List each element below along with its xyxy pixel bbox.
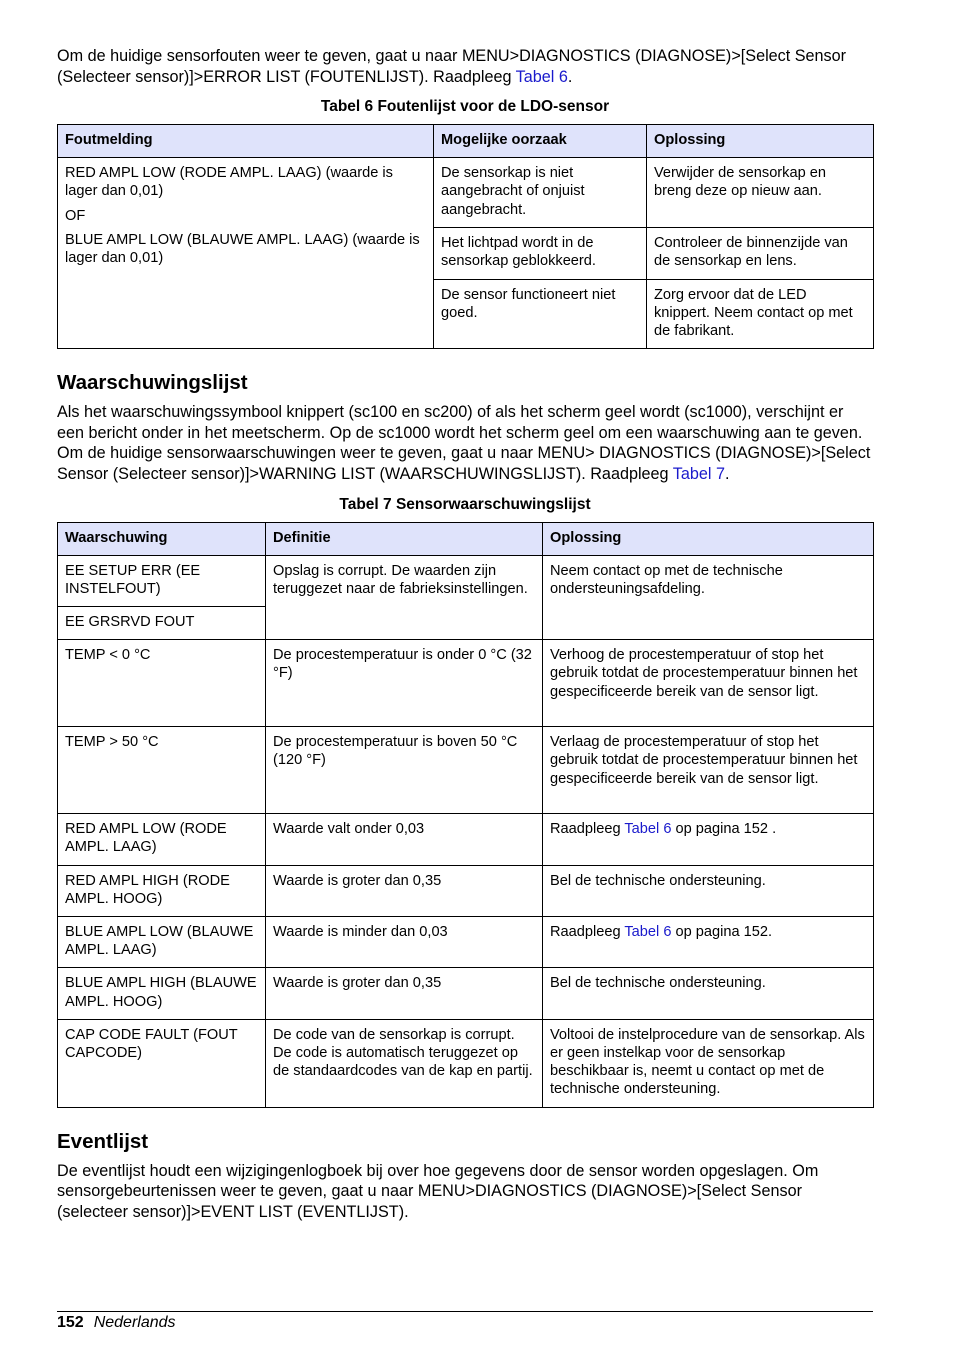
- solution-cell: Verhoog de procestemperatuur of stop het gebruik totdat de procestemperatuur binnen het gespecificeerde bereik van de sensor ligt.: [543, 640, 874, 727]
- link-tabel-7[interactable]: Tabel 7: [672, 464, 725, 483]
- solution-cell: Verwijder de sensorkap en breng deze op nieuw aan.: [647, 158, 874, 228]
- link-tabel-6[interactable]: Tabel 6: [624, 924, 672, 940]
- link-tabel-6[interactable]: Tabel 6: [624, 821, 672, 838]
- solution-cell: Controleer de binnenzijde van de sensorkap en lens.: [647, 228, 874, 279]
- table-7-warning-list: [57, 522, 874, 1108]
- page-footer: [57, 1311, 873, 1333]
- solution-cell: Zorg ervoor dat de LED knippert. Neem contact op met de fabrikant.: [647, 279, 874, 349]
- header-oplossing: Oplossing: [543, 522, 874, 555]
- header-oplossing: Oplossing: [647, 125, 874, 158]
- definition-cell: De code van de sensorkap is corrupt. De code is automatisch teruggezet op de standaardcodes van de kap en partij.: [266, 1019, 543, 1107]
- header-foutmelding: Foutmelding: [58, 125, 434, 158]
- definition-cell: Waarde valt onder 0,03: [266, 814, 543, 865]
- definition-cell: De procestemperatuur is onder 0 °C (32 °F): [266, 640, 543, 727]
- warning-cell: BLUE AMPL HIGH (BLAUWE AMPL. HOOG): [58, 968, 266, 1019]
- solution-cell: Neem contact op met de technische ondersteuningsafdeling.: [543, 555, 874, 640]
- table-row: [58, 727, 874, 814]
- cause-cell: De sensorkap is niet aangebracht of onjuist aangebracht.: [434, 158, 647, 228]
- table-row: [58, 814, 874, 865]
- table-row: [58, 1019, 874, 1107]
- warning-cell: RED AMPL LOW (RODE AMPL. LAAG): [58, 814, 266, 865]
- definition-cell: Waarde is groter dan 0,35: [266, 865, 543, 916]
- definition-cell: De procestemperatuur is boven 50 °C (120 °F): [266, 727, 543, 814]
- warning-cell: TEMP < 0 °C: [58, 640, 266, 727]
- definition-cell: Opslag is corrupt. De waarden zijn teruggezet naar de fabrieksinstellingen.: [266, 555, 543, 640]
- table-header-row: [58, 125, 874, 158]
- table-row: [58, 158, 874, 228]
- solution-cell: Raadpleeg Tabel 6 op pagina 152 .: [543, 814, 874, 865]
- warnings-paragraph: Als het waarschuwingssymbool knippert (sc100 en sc200) of als het scherm geel wordt (sc1000), verschijnt er een bericht onder in het meetscherm. Op de sc1000 wordt het scherm geel om een waarschuwing aan te geven. Om de huidige sensorwaarschuwingen weer te geven, gaat u naar MENU> DIAGNOSTICS (DIAGNOSE)>[Select Sensor (Selecteer sensor)]>WARNING LIST (WAARSCHUWINGSLIJST). Raadpleeg Tabel 7.: [57, 403, 871, 483]
- table-row: [58, 555, 874, 606]
- solution-cell: Bel de technische ondersteuning.: [543, 968, 874, 1019]
- warning-cell: TEMP > 50 °C: [58, 727, 266, 814]
- heading-waarschuwingslijst: Waarschuwingslijst: [57, 371, 248, 395]
- events-paragraph: De eventlijst houdt een wijzigingenlogboek bij over hoe gegevens door de sensor worden opgeslagen. Om sensorgebeurtenissen weer te geven, gaat u naar MENU>DIAGNOSTICS (DIAGNOSE)>[Select Sensor (selecteer sensor)]>EVENT LIST (EVENTLIJST).: [57, 1161, 819, 1221]
- footer-language: Nederlands: [93, 1314, 176, 1331]
- solution-cell: Raadpleeg Tabel 6 op pagina 152.: [543, 917, 874, 968]
- intro-paragraph: Om de huidige sensorfouten weer te geven, gaat u naar MENU>DIAGNOSTICS (DIAGNOSE)>[Select Sensor (Selecteer sensor)]>ERROR LIST (FOUTENLIJST). Raadpleeg Tabel 6.: [57, 47, 847, 86]
- warning-cell: CAP CODE FAULT (FOUT CAPCODE): [58, 1019, 266, 1107]
- cause-cell: De sensor functioneert niet goed.: [434, 279, 647, 349]
- solution-cell: Bel de technische ondersteuning.: [543, 865, 874, 916]
- link-tabel-6[interactable]: Tabel 6: [515, 67, 568, 86]
- error-message-cell: RED AMPL LOW (RODE AMPL. LAAG) (waarde is lager dan 0,01) OF BLUE AMPL LOW (BLAUWE AMPL. LAAG) (waarde is lager dan 0,01): [58, 158, 434, 349]
- table-6-error-list: [57, 124, 874, 349]
- table7-caption: Tabel 7 Sensorwaarschuwingslijst: [339, 495, 591, 513]
- table-row: [58, 640, 874, 727]
- header-waarschuwing: Waarschuwing: [58, 522, 266, 555]
- warning-cell: RED AMPL HIGH (RODE AMPL. HOOG): [58, 865, 266, 916]
- header-mogelijke-oorzaak: Mogelijke oorzaak: [434, 125, 647, 158]
- table6-caption: Tabel 6 Foutenlijst voor de LDO-sensor: [320, 98, 610, 116]
- header-definitie: Definitie: [266, 522, 543, 555]
- intro-text: Om de huidige sensorfouten weer te geven, gaat u naar MENU>DIAGNOSTICS (DIAGNOSE)>[Select Sensor (Selecteer sensor)]>ERROR LIST (FOUTENLIJST). Raadpleeg: [57, 47, 847, 86]
- page-content: [57, 46, 873, 1222]
- cause-cell: Het lichtpad wordt in de sensorkap geblokkeerd.: [434, 228, 647, 279]
- table-row: [58, 968, 874, 1019]
- solution-cell: Voltooi de instelprocedure van de sensorkap. Als er geen instelkap voor de sensorkap beschikbaar is, neemt u contact op met de technische ondersteuning.: [543, 1019, 874, 1107]
- definition-cell: Waarde is minder dan 0,03: [266, 917, 543, 968]
- definition-cell: Waarde is groter dan 0,35: [266, 968, 543, 1019]
- table-row: [58, 917, 874, 968]
- solution-cell: Verlaag de procestemperatuur of stop het gebruik totdat de procestemperatuur binnen het gespecificeerde bereik van de sensor ligt.: [543, 727, 874, 814]
- warning-cell: EE GRSRVD FOUT: [58, 606, 266, 639]
- warning-cell: EE SETUP ERR (EE INSTELFOUT): [58, 555, 266, 606]
- table-header-row: [58, 522, 874, 555]
- table-row: [58, 865, 874, 916]
- warning-cell: BLUE AMPL LOW (BLAUWE AMPL. LAAG): [58, 917, 266, 968]
- page-number: 152: [57, 1314, 84, 1331]
- heading-eventlijst: Eventlijst: [57, 1129, 149, 1153]
